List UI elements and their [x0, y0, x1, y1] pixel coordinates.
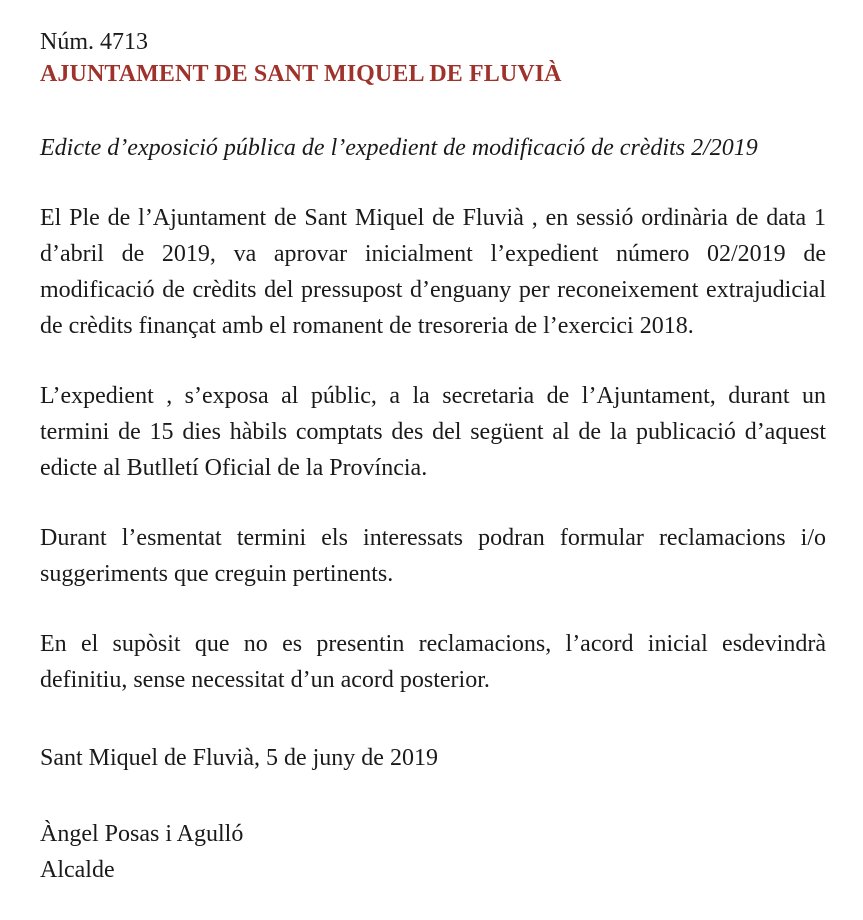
- edict-document: [40, 26, 826, 888]
- signatory-role: Alcalde: [40, 857, 115, 883]
- place-and-date: Sant Miquel de Fluvià, 5 de juny de 2019: [40, 745, 438, 771]
- paragraph-claims: Durant l’esmentat termini els interessats podran formular reclamacions i/o suggeriments que creguin pertinents.: [40, 525, 826, 587]
- edict-number: Núm. 4713: [40, 29, 148, 55]
- paragraph-approval: El Ple de l’Ajuntament de Sant Miquel de Fluvià , en sessió ordinària de data 1 d’abril de 2019, va aprovar inicialment l’expedient número 02/2019 de modificació de crèdits del pressupost d’enguany per reconeixement extrajudicial de crèdits finançat amb el romanent de tresoreria de l’exercici 2018.: [40, 205, 826, 339]
- paragraph-exposure: L’expedient , s’exposa al públic, a la secretaria de l’Ajuntament, durant un termini de 15 dies hàbils comptats des del següent al de la publicació d’aquest edicte al Butlletí Oficial de la Província.: [40, 383, 826, 481]
- signatory-name: Àngel Posas i Agulló: [40, 821, 244, 847]
- edict-subtitle: Edicte d’exposició pública de l’expedient de modificació de crèdits 2/2019: [40, 135, 758, 161]
- issuing-entity: AJUNTAMENT DE SANT MIQUEL DE FLUVIÀ: [40, 61, 562, 87]
- paragraph-definitive: En el supòsit que no es presentin reclamacions, l’acord inicial esdevindrà definitiu, sense necessitat d’un acord posterior.: [40, 631, 826, 693]
